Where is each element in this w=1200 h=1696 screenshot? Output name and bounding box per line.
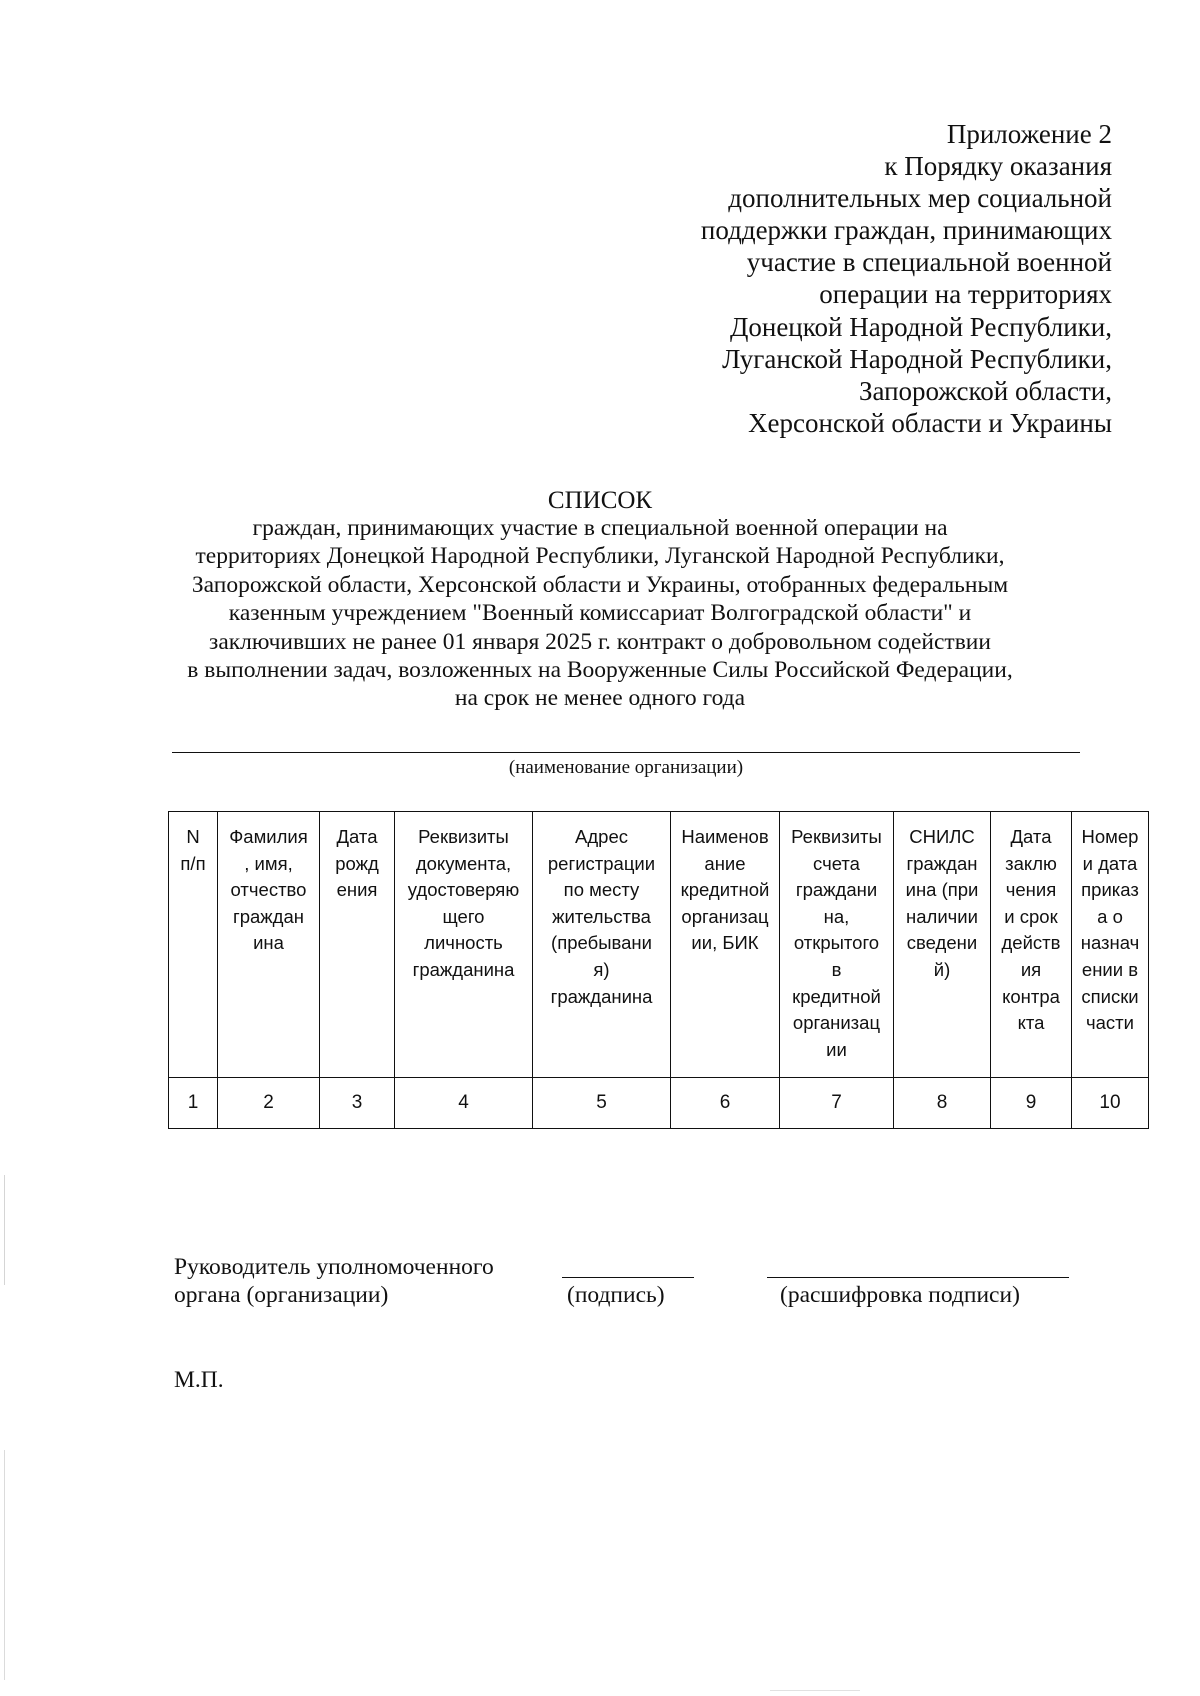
appendix-line: Приложение 2 — [946, 119, 1112, 149]
header-cell-line: кредитной — [680, 879, 770, 901]
column-number-cell: 2 — [218, 1078, 320, 1129]
header-cell-line: заклю — [1005, 852, 1057, 874]
appendix-line: Запорожской области, — [858, 375, 1112, 406]
organization-caption: (наименование организации) — [508, 757, 744, 778]
subtitle-line: Запорожской области, Херсонской области и Украины, отобранных федеральным — [191, 571, 1009, 598]
header-cell-line: в — [831, 958, 842, 980]
header-cell-line: Номер — [1081, 826, 1139, 847]
header-cell-line: сведени — [906, 932, 978, 954]
column-number-cell: 5 — [533, 1078, 671, 1129]
header-cell — [218, 812, 320, 1078]
subtitle-line: граждан, принимающих участие в специальной военной операции на — [252, 515, 948, 541]
header-cell-line: удостоверяю — [407, 879, 520, 901]
header-cell-line: регистрации — [547, 852, 656, 874]
header-cell-line: ии, БИК — [691, 932, 759, 954]
header-cell-line: СНИЛС — [909, 826, 975, 847]
scan-artifact — [4, 1175, 5, 1285]
signature-decode-caption: (расшифровка подписи) — [780, 1282, 1020, 1308]
scan-artifact — [770, 1690, 860, 1691]
header-cell-line: действ — [1001, 932, 1061, 954]
header-cell-line: ения — [336, 879, 378, 901]
column-number-cell: 3 — [320, 1078, 395, 1129]
header-cell-line: организац — [681, 905, 769, 927]
scan-artifact — [4, 1450, 5, 1680]
signer-role-line: Руководитель уполномоченного — [174, 1254, 494, 1280]
header-cell-line: ия — [1020, 958, 1042, 980]
signature-line — [562, 1277, 694, 1278]
header-cell-line: организац — [792, 1012, 881, 1034]
citizens-table — [168, 811, 1149, 1129]
header-cell-line: кта — [1017, 1012, 1045, 1034]
header-cell — [894, 812, 991, 1078]
header-cell-line: Дата — [336, 826, 378, 847]
header-cell-line: N — [186, 826, 200, 847]
header-cell — [991, 812, 1072, 1078]
appendix-header — [560, 118, 1112, 439]
header-cell-line: ина — [253, 932, 284, 954]
header-cell-line: и дата — [1082, 852, 1138, 874]
header-cell-line: гражданина — [412, 958, 515, 980]
header-cell-line: граждан — [906, 852, 978, 874]
subtitle-line: казенным учреждением "Военный комиссариат Волгоградской области" и — [228, 600, 972, 627]
column-number-cell: 8 — [894, 1078, 991, 1129]
signer-role-line: органа (организации) — [174, 1282, 389, 1308]
column-number-cell: 9 — [991, 1078, 1072, 1129]
list-title: СПИСОК — [547, 487, 653, 514]
header-cell-line: Фамилия — [229, 826, 308, 847]
subtitle-line: в выполнении задач, возложенных на Вооруженные Силы Российской Федерации, — [187, 657, 1013, 684]
header-cell-line: Наименов — [681, 826, 769, 847]
header-cell — [533, 812, 671, 1078]
header-cell-line: граждан — [232, 905, 304, 927]
header-cell-line: жительства — [552, 905, 651, 927]
column-number-cell: 7 — [780, 1078, 894, 1129]
header-cell-line: документа, — [415, 852, 512, 874]
header-cell-line: ание — [704, 852, 746, 874]
header-cell — [671, 812, 780, 1078]
column-number-cell: 6 — [671, 1078, 780, 1129]
header-cell — [780, 812, 894, 1078]
list-subtitle — [150, 514, 1050, 713]
subtitle-line: территориях Донецкой Народной Республики, Луганской Народной Республики, — [195, 543, 1005, 570]
header-cell-line: (пребывани — [551, 932, 652, 954]
header-cell — [320, 812, 395, 1078]
header-cell-line: открытого — [793, 932, 880, 954]
organization-name-line — [172, 752, 1080, 753]
header-cell-line: назнач — [1080, 932, 1140, 954]
column-number-cell: 10 — [1072, 1078, 1149, 1129]
header-cell-line: граждани — [795, 879, 878, 901]
header-cell-line: счета — [813, 852, 860, 874]
header-cell-line: личность — [424, 932, 503, 954]
table-header-row — [169, 812, 1149, 1078]
header-cell-line: , имя, — [244, 852, 293, 874]
subtitle-line: на срок не менее одного года — [454, 685, 746, 712]
header-cell-line: гражданина — [550, 985, 653, 1007]
header-cell — [169, 812, 218, 1078]
header-cell-line: п/п — [180, 852, 206, 874]
header-cell-line: кредитной — [792, 985, 881, 1007]
header-cell-line: наличии — [906, 905, 978, 927]
appendix-line: Луганской Народной Республики, — [722, 343, 1112, 374]
subtitle-line: заключивших не ранее 01 января 2025 г. контракт о добровольном содействии — [209, 628, 991, 655]
appendix-line: операции на территориях — [819, 279, 1112, 310]
header-cell — [1072, 812, 1149, 1078]
header-cell-line: Дата — [1010, 826, 1052, 847]
header-cell-line: и срок — [1004, 905, 1058, 927]
header-cell-line: приказ — [1081, 879, 1139, 901]
header-cell-line: отчество — [230, 879, 307, 901]
header-cell-line: рожд — [335, 852, 379, 874]
header-cell-line: Адрес — [575, 826, 628, 847]
signature-caption: (подпись) — [567, 1282, 665, 1308]
header-cell-line: щего — [442, 905, 485, 927]
column-number-cell: 1 — [169, 1078, 218, 1129]
header-cell-line: ии — [826, 1038, 847, 1060]
header-cell-line: чения — [1005, 879, 1057, 901]
header-cell-line: я) — [593, 958, 610, 980]
appendix-line: Херсонской области и Украины — [748, 407, 1112, 438]
header-cell-line: Реквизиты — [418, 826, 509, 847]
header-cell-line: списки — [1081, 985, 1139, 1007]
header-cell-line: й) — [933, 958, 951, 980]
appendix-line: к Порядку оказания — [884, 151, 1112, 182]
appendix-line: Донецкой Народной Республики, — [729, 311, 1112, 342]
header-cell-line: Реквизиты — [791, 826, 882, 847]
column-number-row — [169, 1078, 1149, 1129]
stamp-placeholder: М.П. — [174, 1367, 224, 1393]
appendix-line: участие в специальной военной — [746, 247, 1112, 278]
appendix-line: дополнительных мер социальной — [728, 183, 1112, 214]
header-cell-line: ина (при — [905, 879, 979, 901]
header-cell — [395, 812, 533, 1078]
header-cell-line: по месту — [563, 879, 640, 901]
header-cell-line: а о — [1097, 905, 1123, 927]
header-cell-line: на, — [823, 905, 850, 927]
header-cell-line: контра — [1002, 985, 1060, 1007]
header-cell-line: части — [1086, 1012, 1134, 1034]
signature-decode-line — [767, 1277, 1069, 1278]
header-cell-line: ении в — [1081, 958, 1139, 980]
appendix-line: поддержки граждан, принимающих — [700, 215, 1112, 246]
column-number-cell: 4 — [395, 1078, 533, 1129]
